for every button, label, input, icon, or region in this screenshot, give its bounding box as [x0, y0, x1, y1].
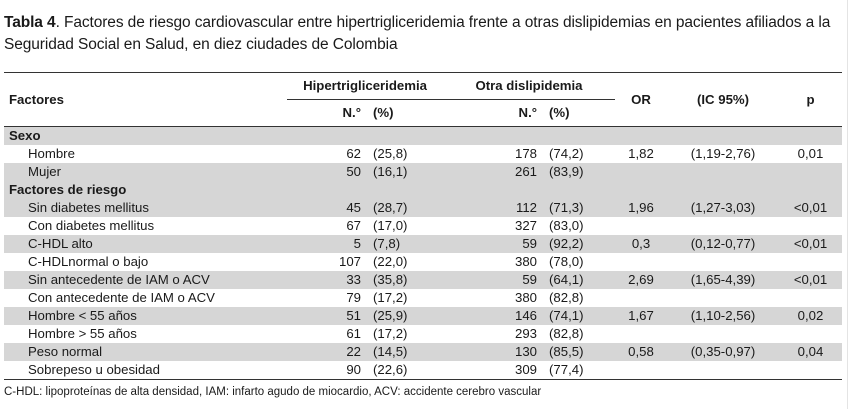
table-row: [4, 271, 842, 289]
otra-pct-cell: (83,0): [549, 218, 584, 233]
otra-pct-cell: (82,8): [549, 290, 584, 305]
factor-cell: Sin diabetes mellitus: [4, 199, 287, 217]
otra-pct-cell: (92,2): [543, 235, 615, 253]
or-cell: [615, 253, 667, 271]
otra-n-cell: 261: [443, 163, 543, 181]
table-row: [4, 217, 842, 235]
header-otra-dislipidemia: Otra dislipidemia: [443, 73, 615, 100]
hiper-n-cell: 67: [346, 218, 361, 233]
or-cell: 2,69: [615, 271, 667, 289]
table-row: [4, 163, 842, 181]
table-body: [4, 127, 842, 380]
or-cell: [615, 325, 667, 343]
factor-cell: C-HDLnormal o bajo: [28, 254, 149, 269]
ic-cell: (0,35-0,97): [667, 343, 779, 361]
factor-cell: Sobrepeso u obesidad: [4, 361, 287, 380]
otra-pct-cell: (82,8): [549, 326, 584, 341]
hiper-n-cell: 45: [287, 199, 367, 217]
otra-n-cell: 327: [515, 218, 538, 233]
hiper-pct-cell: (35,8): [367, 271, 443, 289]
otra-n-cell: 59: [443, 271, 543, 289]
hiper-n-cell: 51: [287, 307, 367, 325]
or-cell: 0,3: [615, 235, 667, 253]
hiper-n-cell: 61: [346, 326, 361, 341]
otra-n-cell: 309: [443, 361, 543, 380]
otra-n-cell: 293: [515, 326, 538, 341]
hiper-n-cell: 107: [338, 254, 361, 269]
ic-cell: (1,27-3,03): [667, 199, 779, 217]
header-o-pct: (%): [549, 105, 570, 120]
hiper-pct-cell: (17,2): [373, 326, 408, 341]
header-o-n: N.°: [518, 105, 538, 120]
factor-cell: Mujer: [4, 163, 287, 181]
or-cell: 1,82: [628, 146, 654, 161]
section-title: Sexo: [4, 127, 842, 146]
table-row: [4, 307, 842, 325]
factor-cell: Con diabetes mellitus: [28, 218, 155, 233]
table-number: Tabla 4: [4, 14, 56, 31]
otra-n-cell: 178: [515, 146, 538, 161]
header-p: p: [806, 91, 815, 107]
factor-cell: Hombre < 55 años: [4, 307, 287, 325]
header-or: OR: [631, 91, 651, 107]
table-row: [4, 253, 842, 271]
ic-cell: [667, 163, 779, 181]
table-row: [4, 145, 842, 163]
otra-pct-cell: (74,1): [543, 307, 615, 325]
otra-pct-cell: (83,9): [543, 163, 615, 181]
p-value-cell: [779, 361, 842, 380]
p-value-cell: 0,02: [779, 307, 842, 325]
table-caption: [4, 12, 846, 56]
header-h-n: N.°: [342, 105, 361, 120]
factor-cell: Sin antecedente de IAM o ACV: [4, 271, 287, 289]
or-cell: 0,58: [615, 343, 667, 361]
hiper-pct-cell: (7,8): [367, 235, 443, 253]
hiper-pct-cell: (16,1): [367, 163, 443, 181]
hiper-pct-cell: (17,0): [373, 218, 408, 233]
factor-cell: Hombre > 55 años: [28, 326, 137, 341]
ic-cell: [667, 325, 779, 343]
factor-cell: Con antecedente de IAM o ACV: [28, 290, 215, 305]
or-cell: [615, 217, 667, 235]
ic-cell: [667, 253, 779, 271]
factor-cell: Peso normal: [4, 343, 287, 361]
table-row: [4, 361, 842, 380]
otra-pct-cell: (78,0): [549, 254, 584, 269]
hiper-n-cell: 5: [287, 235, 367, 253]
factor-cell: C-HDL alto: [4, 235, 287, 253]
otra-pct-cell: (71,3): [543, 199, 615, 217]
hiper-pct-cell: (25,9): [367, 307, 443, 325]
hiper-n-cell: 22: [287, 343, 367, 361]
ic-cell: (1,19-2,76): [690, 146, 756, 161]
page-edge-divider: [847, 0, 848, 409]
section-row: [4, 127, 842, 146]
p-value-cell: [779, 163, 842, 181]
hiper-pct-cell: (22,6): [367, 361, 443, 380]
header-factores: Factores: [9, 91, 64, 107]
section-row: [4, 181, 842, 199]
table-row: [4, 343, 842, 361]
hiper-n-cell: 62: [346, 146, 361, 161]
hiper-n-cell: 33: [287, 271, 367, 289]
otra-n-cell: 146: [443, 307, 543, 325]
or-cell: 1,96: [615, 199, 667, 217]
table-row: [4, 289, 842, 307]
ic-cell: (0,12-0,77): [667, 235, 779, 253]
otra-n-cell: 59: [443, 235, 543, 253]
otra-pct-cell: (74,2): [549, 146, 584, 161]
otra-pct-cell: (85,5): [543, 343, 615, 361]
table-title-text: . Factores de riesgo cardiovascular entre hipertrigliceridemia frente a otras dislipidemias en pacientes afiliados a la Seguridad Social en Salud, en diez ciudades de Colombia: [4, 14, 831, 53]
hiper-pct-cell: (17,2): [373, 290, 408, 305]
p-value-cell: <0,01: [779, 271, 842, 289]
factor-cell: Hombre: [28, 146, 75, 161]
ic-cell: [667, 289, 779, 307]
otra-pct-cell: (64,1): [543, 271, 615, 289]
hiper-n-cell: 90: [287, 361, 367, 380]
or-cell: [615, 289, 667, 307]
otra-n-cell: 380: [515, 254, 538, 269]
header-ic: (IC 95%): [697, 91, 750, 107]
ic-cell: (1,65-4,39): [667, 271, 779, 289]
otra-n-cell: 380: [515, 290, 538, 305]
header-hipertrigliceridemia: Hipertrigliceridemia: [287, 73, 443, 100]
or-cell: [615, 361, 667, 380]
otra-pct-cell: (77,4): [543, 361, 615, 380]
ic-cell: (1,10-2,56): [667, 307, 779, 325]
p-value-cell: <0,01: [779, 199, 842, 217]
risk-factors-table: [4, 72, 842, 380]
hiper-n-cell: 79: [346, 290, 361, 305]
header-h-pct: (%): [373, 105, 394, 120]
p-value-cell: <0,01: [779, 235, 842, 253]
hiper-pct-cell: (25,8): [373, 146, 408, 161]
ic-cell: [667, 217, 779, 235]
table-row: [4, 235, 842, 253]
p-value-cell: [779, 289, 842, 307]
otra-n-cell: 112: [443, 199, 543, 217]
p-value-cell: [779, 253, 842, 271]
table-footnote: C-HDL: lipoproteínas de alta densidad, IAM: infarto agudo de miocardio, ACV: accidente cerebro vascular: [4, 386, 542, 398]
hiper-n-cell: 50: [287, 163, 367, 181]
ic-cell: [667, 361, 779, 380]
p-value-cell: [779, 217, 842, 235]
or-cell: 1,67: [615, 307, 667, 325]
hiper-pct-cell: (22,0): [373, 254, 408, 269]
or-cell: [615, 163, 667, 181]
p-value-cell: [779, 325, 842, 343]
table-row: [4, 199, 842, 217]
section-title: Factores de riesgo: [4, 181, 842, 199]
p-value-cell: 0,01: [797, 146, 824, 161]
table-row: [4, 325, 842, 343]
otra-n-cell: 130: [443, 343, 543, 361]
p-value-cell: 0,04: [779, 343, 842, 361]
hiper-pct-cell: (28,7): [367, 199, 443, 217]
hiper-pct-cell: (14,5): [367, 343, 443, 361]
